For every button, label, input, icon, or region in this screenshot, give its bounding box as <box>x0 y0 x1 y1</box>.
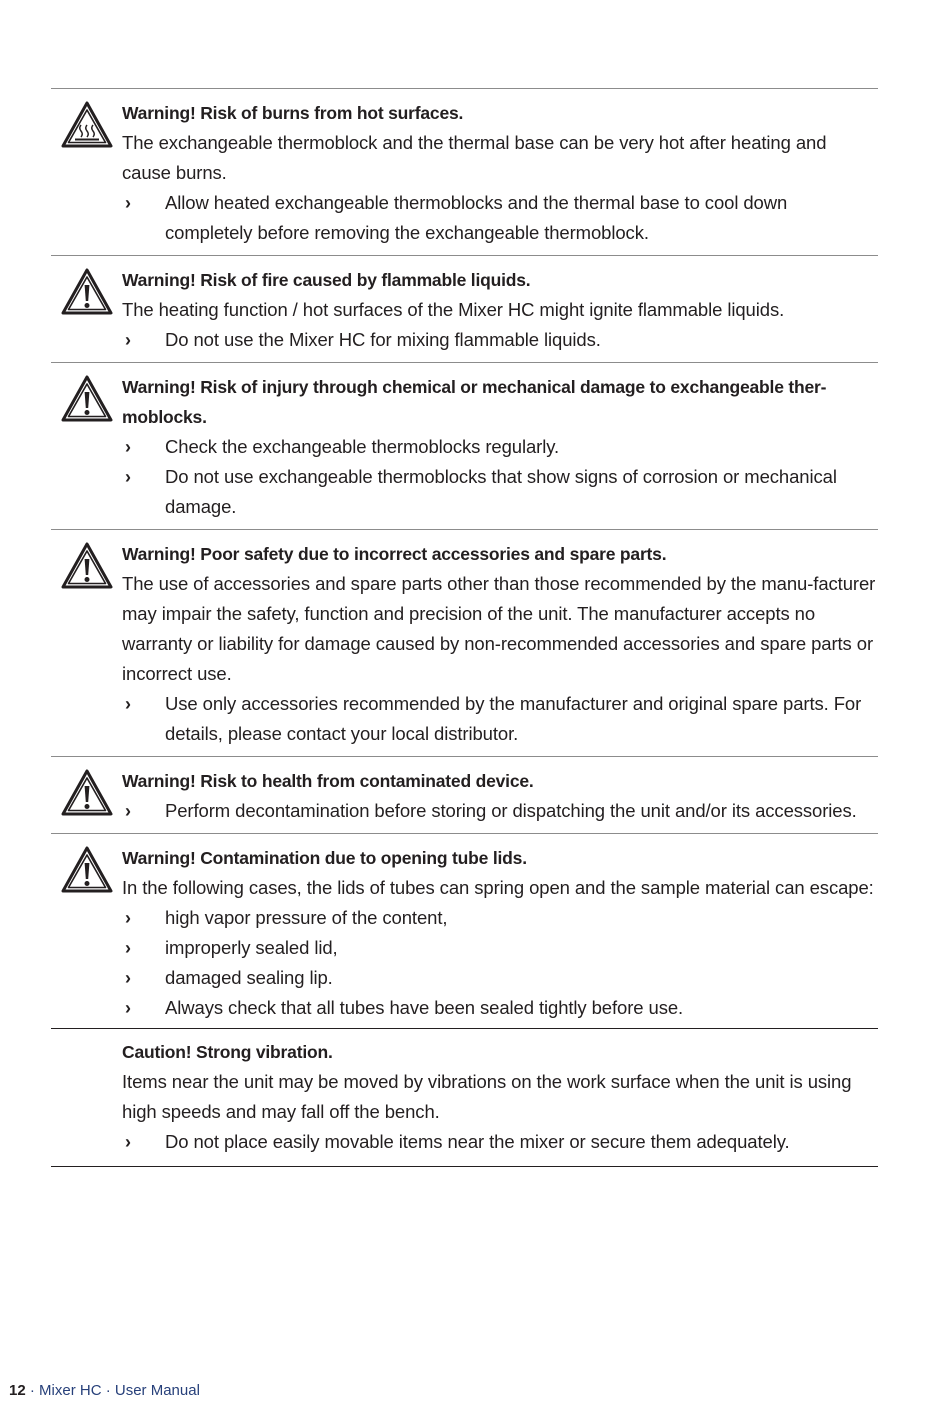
notice-text: The use of accessories and spare parts other than those recommended by the manu-facturer may impair the safety, function and precision of the unit. The manufacturer accepts no warranty or liability for damage caused by non-recommended accessories and spare parts or incorrect use. <box>122 573 876 684</box>
warning-hot-surfaces <box>51 88 878 255</box>
list-item-text: high vapor pressure of the content, <box>165 907 448 928</box>
general-warning-icon <box>61 846 113 894</box>
bullet-marker: › <box>125 193 131 213</box>
bullet-marker: › <box>125 467 131 487</box>
general-warning-icon <box>61 542 113 590</box>
notice-text: The heating function / hot surfaces of the Mixer HC might ignite flammable liquids. <box>122 299 785 320</box>
list-item-text: Always check that all tubes have been sealed tightly before use. <box>165 997 684 1018</box>
list-item <box>122 796 878 826</box>
warning-flammable-liquids <box>51 255 878 362</box>
notice-title: Warning! Risk of injury through chemical or mechanical damage to exchangeable ther-moblocks. <box>122 377 827 427</box>
caution-vibration <box>51 1028 878 1167</box>
notice-text: In the following cases, the lids of tubes can spring open and the sample material can escape: <box>122 877 874 898</box>
bullet-marker: › <box>125 968 131 988</box>
list-item-text: Do not place easily movable items near the mixer or secure them adequately. <box>165 1131 790 1152</box>
bullet-marker: › <box>125 908 131 928</box>
notice-text: The exchangeable thermoblock and the thermal base can be very hot after heating and cause burns. <box>122 132 827 183</box>
notice-text: Items near the unit may be moved by vibrations on the work surface when the unit is using high speeds and may fall off the bench. <box>122 1071 852 1122</box>
warning-thermoblock-damage <box>51 362 878 529</box>
page-number: 12 <box>9 1382 26 1399</box>
list-item <box>122 993 878 1023</box>
general-warning-icon <box>61 268 113 316</box>
bullet-marker: › <box>125 801 131 821</box>
list-item <box>122 1127 878 1157</box>
warning-tube-lids <box>51 833 878 1028</box>
warning-accessories <box>51 529 878 756</box>
list-item <box>122 963 878 993</box>
list-item-text: Allow heated exchangeable thermoblocks and the thermal base to cool down completely before removing the exchangeable thermoblock. <box>165 192 788 243</box>
general-warning-icon <box>61 375 113 423</box>
list-item <box>122 432 878 462</box>
notice-title: Warning! Risk of fire caused by flammable liquids. <box>122 270 531 290</box>
footer-separator: · <box>25 1382 40 1399</box>
bullet-marker: › <box>125 694 131 714</box>
bullet-marker: › <box>125 437 131 457</box>
list-item-text: Check the exchangeable thermoblocks regularly. <box>165 436 560 457</box>
list-item-text: Do not use exchangeable thermoblocks that show signs of corrosion or mechanical damage. <box>165 466 837 517</box>
footer-document: User Manual <box>114 1382 200 1399</box>
page-footer <box>9 1381 200 1401</box>
general-warning-icon <box>61 769 113 817</box>
list-item-text: Perform decontamination before storing or dispatching the unit and/or its accessories. <box>165 800 857 821</box>
footer-separator: · <box>101 1382 115 1399</box>
notice-title: Warning! Contamination due to opening tube lids. <box>122 848 527 868</box>
list-item-text: improperly sealed lid, <box>165 937 338 958</box>
list-item-text: damaged sealing lip. <box>165 967 333 988</box>
list-item <box>122 325 878 355</box>
list-item-text: Use only accessories recommended by the manufacturer and original spare parts. For details, please contact your local distributor. <box>165 693 862 744</box>
footer-product: Mixer HC <box>39 1382 102 1399</box>
notice-title: Warning! Risk of burns from hot surfaces. <box>122 103 464 123</box>
notice-title: Warning! Risk to health from contaminated device. <box>122 771 534 791</box>
bullet-marker: › <box>125 330 131 350</box>
list-item <box>122 903 878 933</box>
safety-notices <box>51 88 878 1167</box>
warning-contaminated-device <box>51 756 878 833</box>
list-item <box>122 462 878 522</box>
bullet-marker: › <box>125 1132 131 1152</box>
bullet-marker: › <box>125 938 131 958</box>
bullet-marker: › <box>125 998 131 1018</box>
list-item-text: Do not use the Mixer HC for mixing flammable liquids. <box>165 329 601 350</box>
list-item <box>122 933 878 963</box>
list-item <box>122 188 878 248</box>
list-item <box>122 689 878 749</box>
notice-title: Caution! Strong vibration. <box>122 1042 333 1062</box>
notice-title: Warning! Poor safety due to incorrect accessories and spare parts. <box>122 544 667 564</box>
hot-surface-warning-icon <box>61 101 113 149</box>
